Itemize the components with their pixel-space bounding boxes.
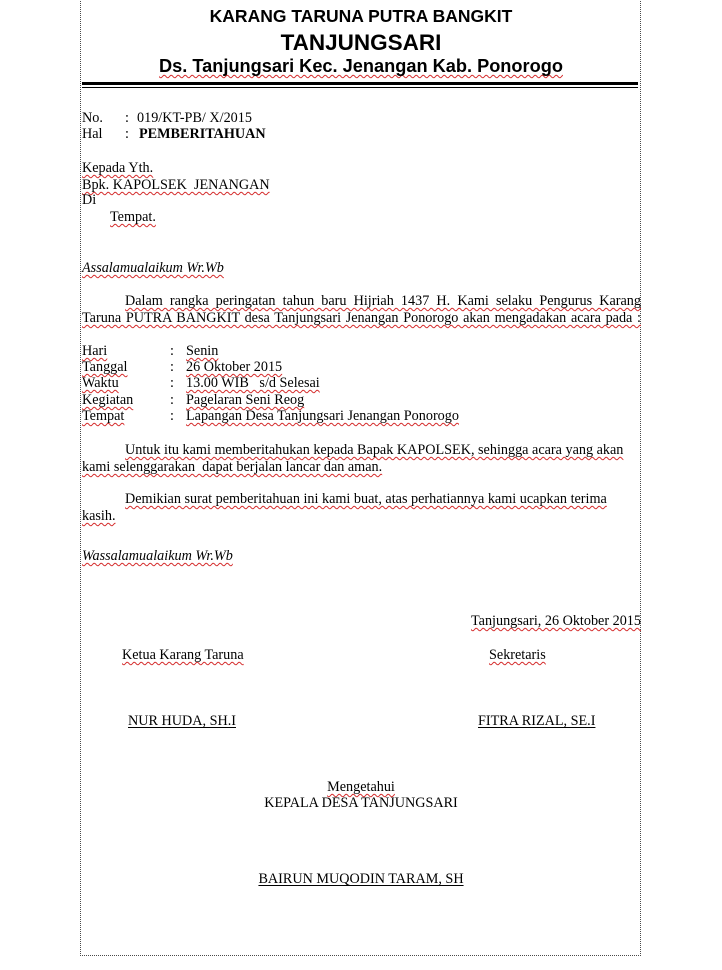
letter-number-row [82, 110, 640, 126]
address-line: Ds. Tanjungsari Kec. Jenangan Kab. Ponorogo [159, 56, 563, 76]
recipient-preposition: Di [82, 192, 97, 208]
recipient-place: Tempat. [110, 209, 156, 225]
letter-number-separator: : [125, 110, 129, 126]
page-border [80, 0, 641, 956]
event-detail-row-venue [82, 408, 640, 424]
event-detail-row-time [82, 375, 640, 391]
event-detail-separator: : [170, 408, 174, 424]
event-detail-value: Senin [186, 343, 219, 359]
right-signatory-name: FITRA RIZAL, SE.I [478, 713, 596, 729]
event-detail-separator: : [170, 359, 174, 375]
recipient-name: Bpk. KAPOLSEK JENANGAN [82, 177, 270, 193]
letter-number-label: No. [82, 110, 103, 126]
letterhead-rule-thick [82, 82, 638, 85]
closing-paragraph-line: kasih. [82, 508, 116, 524]
event-detail-label: Tanggal [82, 359, 128, 375]
intro-paragraph-line: Dalam rangka peringatan tahun baru Hijriah 1437 H. Kami selaku Pengurus Karang [125, 293, 641, 309]
left-signatory-name: NUR HUDA, SH.I [128, 713, 236, 729]
letter-subject-label: Hal [82, 126, 103, 142]
event-detail-value: 26 Oktober 2015 [186, 359, 283, 375]
event-detail-row-activity [82, 392, 640, 408]
letter-subject-row [82, 126, 640, 142]
acknowledgement-name: BAIRUN MUQODIN TARAM, SH [258, 871, 464, 887]
acknowledgement-title: KEPALA DESA TANJUNGSARI [264, 795, 458, 811]
event-detail-separator: : [170, 392, 174, 408]
event-detail-separator: : [170, 343, 174, 359]
letter-number-value: 019/KT-PB/ X/2015 [137, 110, 252, 126]
event-detail-label: Waktu [82, 375, 119, 391]
letter-subject-separator: : [125, 126, 129, 142]
letterhead-rule-thin [82, 87, 638, 88]
opening-greeting: Assalamualaikum Wr.Wb [82, 260, 224, 276]
event-detail-label: Kegiatan [82, 392, 134, 408]
place-date: Tanjungsari, 26 Oktober 2015 [470, 613, 641, 629]
recipient-salutation: Kepada Yth. [82, 160, 154, 176]
event-detail-label: Hari [82, 343, 108, 359]
closing-paragraph-line: Demikian surat pemberitahuan ini kami buat, atas perhatiannya kami ucapkan terima [125, 491, 607, 507]
acknowledgement-label: Mengetahui [327, 779, 395, 795]
event-detail-row-day [82, 343, 640, 359]
left-signatory-title: Ketua Karang Taruna [122, 647, 244, 663]
event-detail-value: 13.00 WIB s/d Selesai [186, 375, 320, 391]
event-detail-row-date [82, 359, 640, 375]
right-signatory-title: Sekretaris [489, 647, 546, 663]
event-detail-label: Tempat [82, 408, 125, 424]
event-detail-value: Pagelaran Seni Reog [186, 392, 305, 408]
letter-subject-value: PEMBERITAHUAN [139, 126, 266, 142]
closing-greeting: Wassalamualaikum Wr.Wb [82, 548, 233, 564]
event-detail-separator: : [170, 375, 174, 391]
organization-name: KARANG TARUNA PUTRA BANGKIT [209, 6, 513, 26]
intro-paragraph-line: Taruna PUTRA BANGKIT desa Tanjungsari Jenangan Ponorogo akan mengadakan acara pada : [82, 310, 641, 326]
notice-paragraph-line: Untuk itu kami memberitahukan kepada Bapak KAPOLSEK, sehingga acara yang akan [125, 442, 624, 458]
village-name: TANJUNGSARI [280, 30, 442, 55]
notice-paragraph-line: kami selenggarakan dapat berjalan lancar dan aman. [82, 459, 383, 475]
event-detail-value: Lapangan Desa Tanjungsari Jenangan Ponorogo [186, 408, 459, 424]
